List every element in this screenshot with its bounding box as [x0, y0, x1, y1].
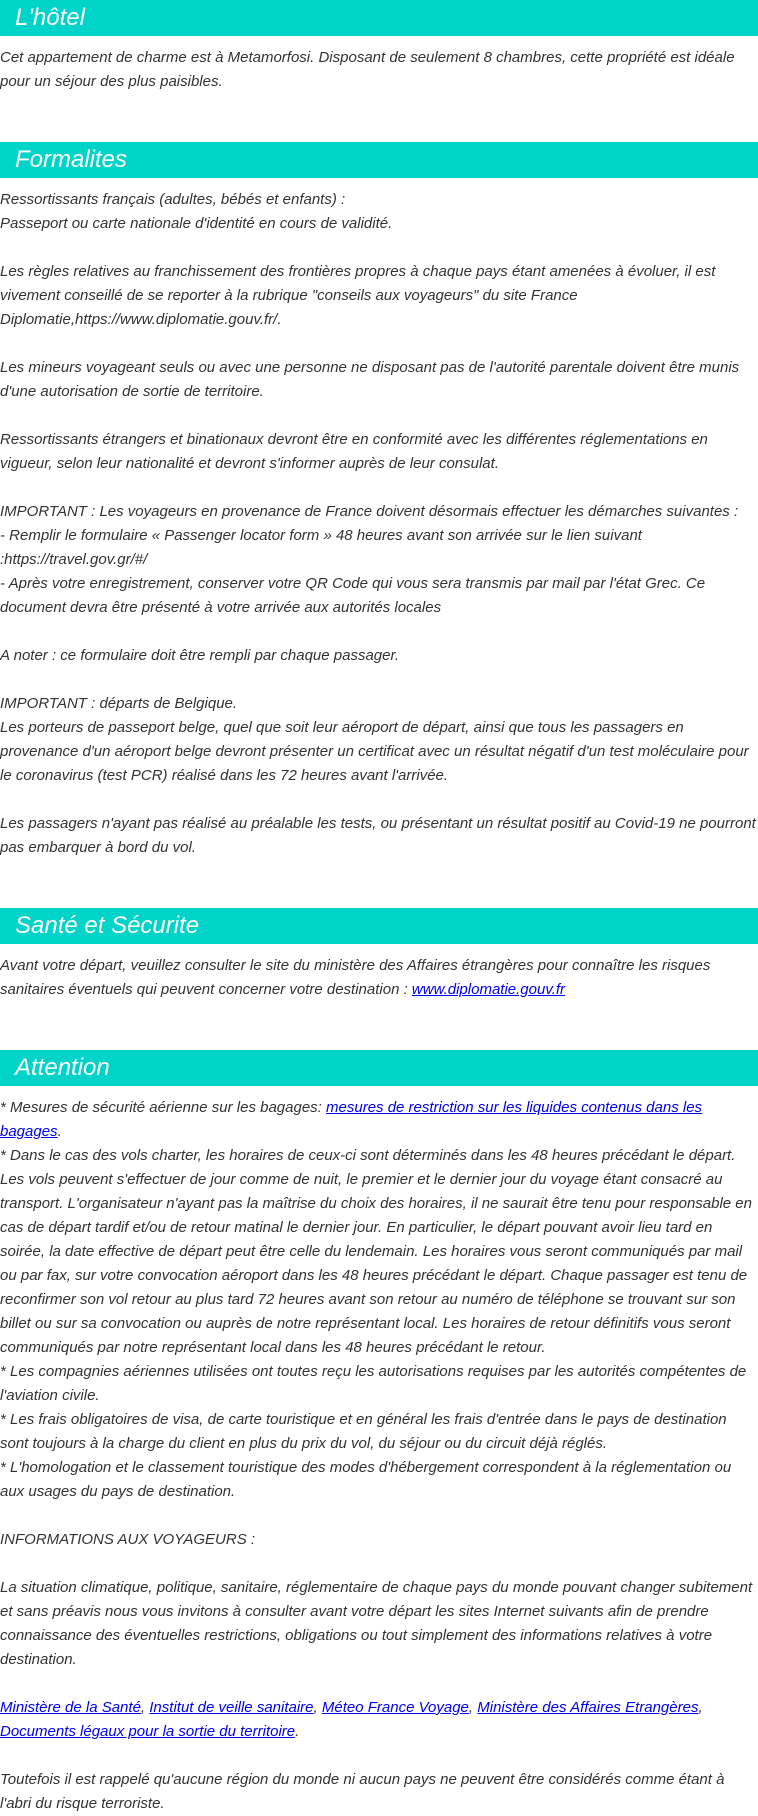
link-ministere-sante[interactable]: Ministère de la Santé: [0, 1699, 141, 1716]
attention-bullet-1-text: * Mesures de sécurité aérienne sur les bagages:: [0, 1099, 327, 1116]
attention-bullet-3: * Les compagnies aériennes utilisées ont toutes reçu les autorisations requises par les autorités compétentes de l'aviation civile.: [0, 1363, 747, 1404]
formalites-p5-line2: - Remplir le formulaire « Passenger locator form » 48 heures avant son arrivée sur le lien suivant :https://travel.gov.gr/#/: [0, 527, 642, 568]
formalites-body: [0, 178, 758, 860]
formalites-p5-line1: IMPORTANT : Les voyageurs en provenance de France doivent désormais effectuer les démarches suivantes :: [0, 503, 739, 520]
link-documents-legaux[interactable]: Documents légaux pour la sortie du territoire: [0, 1723, 296, 1740]
attention-header: [0, 1050, 758, 1086]
attention-title: Attention: [15, 1054, 110, 1081]
sante-paragraph: [0, 954, 758, 1002]
formalites-p2: Les règles relatives au franchissement des frontières propres à chaque pays étant amenées à évoluer, il est vivement conseillé de se reporter à la rubrique "conseils aux voyageurs" du site France Diplomatie,https://www.diplomatie.gouv.fr/.: [0, 263, 716, 328]
hotel-title: L'hôtel: [15, 4, 85, 31]
sante-body: [0, 944, 758, 1002]
hotel-body: [0, 36, 758, 94]
link-sep: ,: [140, 1699, 150, 1716]
attention-bullet-1-end: .: [57, 1123, 62, 1140]
formalites-p1-line2: Passeport ou carte nationale d'identité en cours de validité.: [0, 215, 393, 232]
hotel-section: [0, 0, 758, 94]
formalites-p4: Ressortissants étrangers et binationaux devront être en conformité avec les différentes réglementations en vigueur, selon leur nationalité et devront s'informer auprès de leur consulat.: [0, 431, 708, 472]
attention-body: [0, 1086, 758, 1816]
attention-section: [0, 1050, 758, 1816]
sante-header: [0, 908, 758, 944]
sante-title: Santé et Sécurite: [15, 912, 200, 939]
formalites-p7-line2: Les porteurs de passeport belge, quel que soit leur aéroport de départ, ainsi que tous les passagers en provenance d'un aéroport belge devront présenter un certificat avec un résultat négatif d'un test moléculaire pour le coronavirus (test PCR) réalisé dans les 72 heures avant l'arrivée.: [0, 719, 749, 784]
info-links: [0, 1696, 758, 1744]
link-veille-sanitaire[interactable]: Institut de veille sanitaire: [149, 1699, 314, 1716]
attention-bullet-5: * L'homologation et le classement touristique des modes d'hébergement correspondent à la réglementation ou aux usages du pays de destination.: [0, 1459, 732, 1500]
attention-bullet-4: * Les frais obligatoires de visa, de carte touristique et en général les frais d'entrée dans le pays de destination sont toujours à la charge du client en plus du prix du vol, du séjour ou du circuit déjà réglés.: [0, 1411, 727, 1452]
formalites-title: Formalites: [15, 146, 128, 173]
attention-bullet-2: * Dans le cas des vols charter, les horaires de ceux-ci sont déterminés dans les 48 heures précédant le départ. Les vols peuvent s'effectuer de jour comme de nuit, le premier et le dernier jour du voyage étant consacré au transport. L'organisateur n'ayant pas la maîtrise du choix des horaires, il ne saurait être tenu pour responsable en cas de départ tardif et/ou de retour matinal le dernier jour. En particulier, le départ pouvant avoir lieu tard en soirée, la date effective de départ peut être celle du lendemain. Les horaires vous seront communiqués par mail ou par fax, sur votre convocation aéroport dans les 48 heures précédant le départ. Chaque passager est tenu de reconfirmer son vol retour au plus tard 72 heures avant son retour au numéro de téléphone se trouvant sur son billet ou sur sa convocation ou auprès de notre représentant local. Les horaires de retour définitifs vous seront communiqués par notre représentant local dans les 48 heures précédant le retour.: [0, 1147, 752, 1356]
hotel-description: Cet appartement de charme est à Metamorfosi. Disposant de seulement 8 chambres, cette propriété est idéale pour un séjour des plus paisibles.: [0, 49, 735, 90]
link-affaires-etrangeres[interactable]: Ministère des Affaires Etrangères: [477, 1699, 699, 1716]
info-voyageurs-title: INFORMATIONS AUX VOYAGEURS :: [0, 1531, 256, 1548]
links-end: .: [295, 1723, 300, 1740]
sante-text: Avant votre départ, veuillez consulter le site du ministère des Affaires étrangères pour connaître les risques sanitaires éventuels qui peuvent concerner votre destination :: [0, 957, 711, 998]
formalites-header: [0, 142, 758, 178]
hotel-header: [0, 0, 758, 36]
formalites-p7-line1: IMPORTANT : départs de Belgique.: [0, 695, 238, 712]
formalites-p5-line3: - Après votre enregistrement, conserver votre QR Code qui vous sera transmis par mail par l'état Grec. Ce document devra être présenté à votre arrivée aux autorités locales: [0, 575, 706, 616]
info-voyageurs-text: La situation climatique, politique, sanitaire, réglementaire de chaque pays du monde pouvant changer subitement et sans préavis nous vous invitons à consulter avant votre départ les sites Internet suivants afin de prendre connaissance des éventuelles restrictions, obligations ou tout simplement des informations relatives à votre destination.: [0, 1579, 753, 1668]
formalites-p8: Les passagers n'ayant pas réalisé au préalable les tests, ou présentant un résultat positif au Covid-19 ne pourront pas embarquer à bord du vol.: [0, 815, 756, 856]
formalites-p6: A noter : ce formulaire doit être rempli par chaque passager.: [0, 647, 400, 664]
formalites-p1-line1: Ressortissants français (adultes, bébés et enfants) :: [0, 191, 346, 208]
sante-section: [0, 908, 758, 1002]
link-sep: ,: [313, 1699, 322, 1716]
link-sep: ,: [698, 1699, 703, 1716]
formalites-section: [0, 142, 758, 860]
terrorism-notice: Toutefois il est rappelé qu'aucune région du monde ni aucun pays ne peuvent être considérés comme étant à l'abri du risque terroriste.: [0, 1771, 725, 1812]
liquids-restriction-link[interactable]: mesures de restriction sur les liquides contenus dans les bagages: [0, 1099, 703, 1140]
formalites-p3: Les mineurs voyageant seuls ou avec une personne ne disposant pas de l'autorité parentale doivent être munis d'une autorisation de sortie de territoire.: [0, 359, 740, 400]
link-sep: ,: [468, 1699, 478, 1716]
link-meteo-france[interactable]: Méteo France Voyage: [321, 1699, 469, 1716]
diplomatie-link[interactable]: www.diplomatie.gouv.fr: [411, 981, 566, 998]
attention-bullet-1: [0, 1096, 758, 1144]
